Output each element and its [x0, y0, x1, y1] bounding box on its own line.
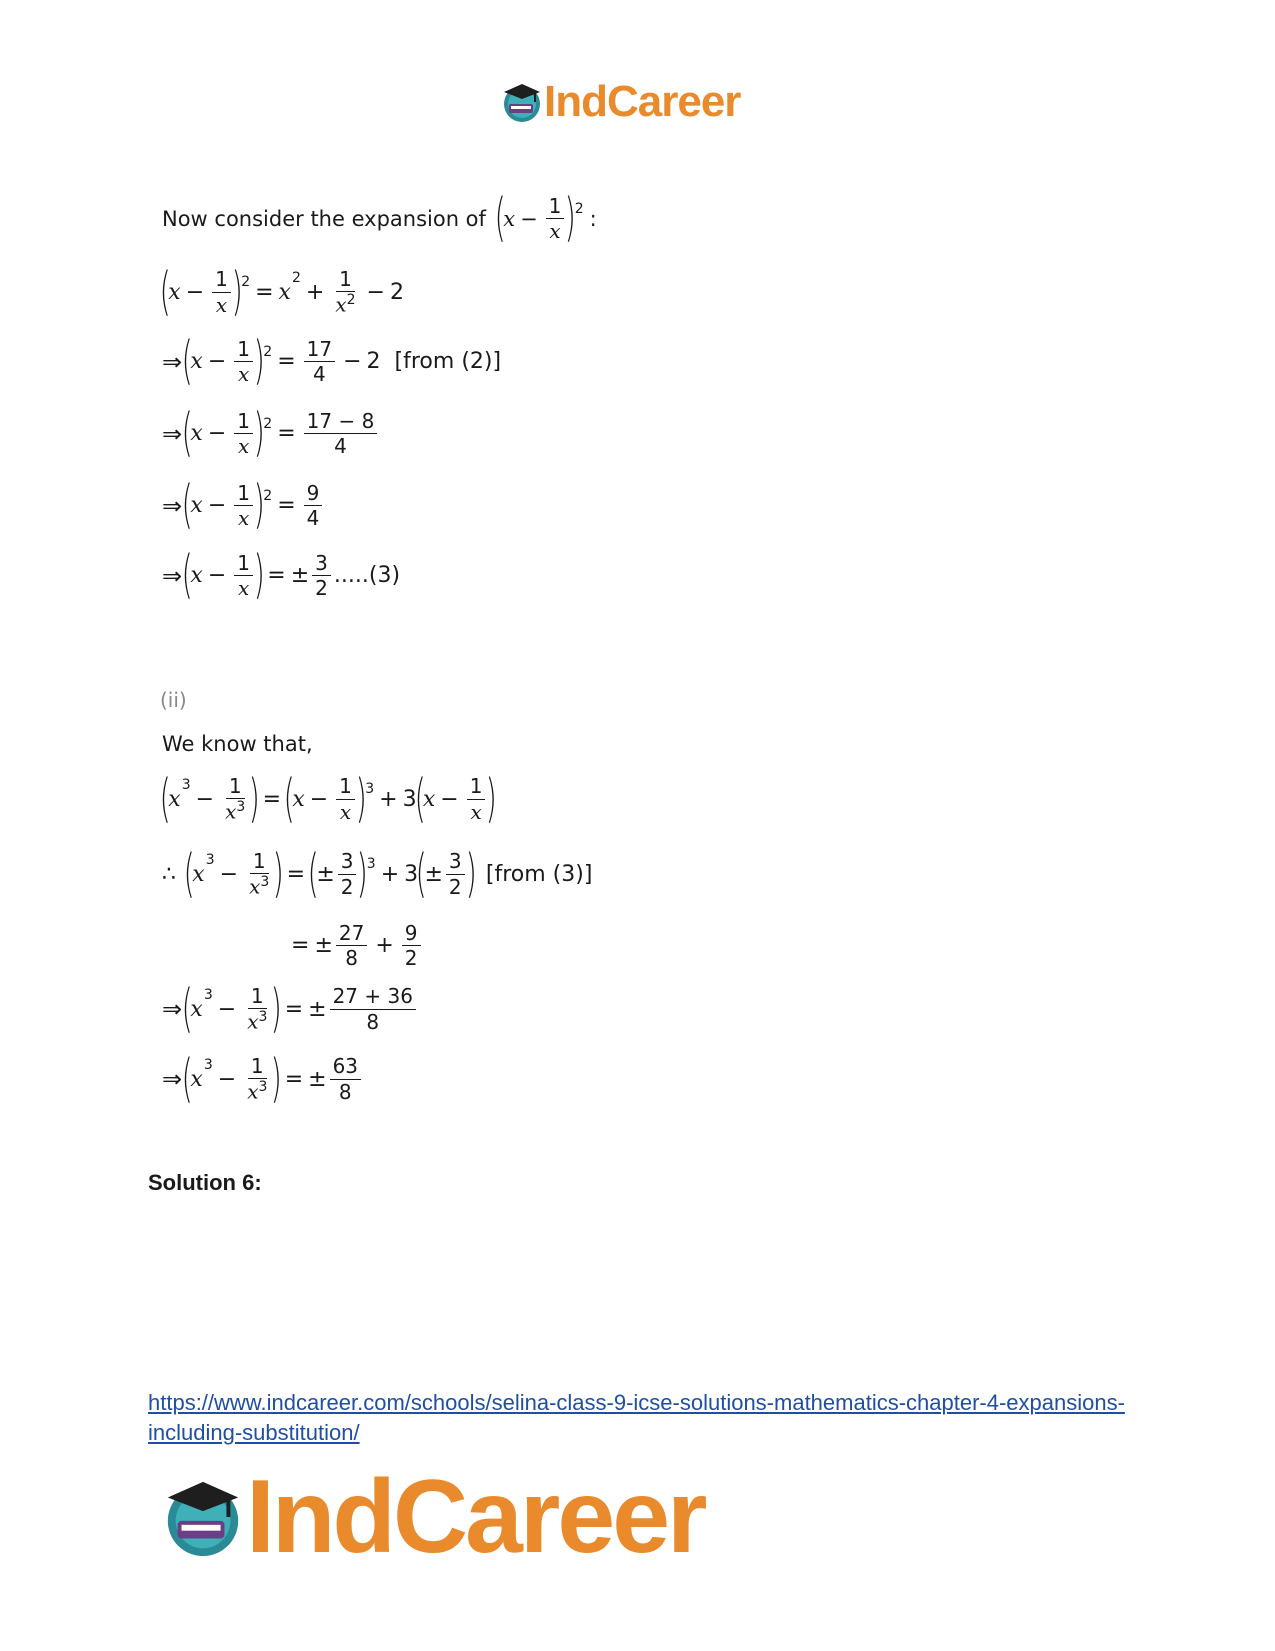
we-know-text: We know that,: [162, 732, 313, 756]
equation-line: ⇒ ( x 3 − $\frac{1}{x^3}$ ) = ± $\frac{63}{8}$: [162, 1055, 364, 1103]
equation-line: ⇒ ( x − $\frac{1}{x}$ ) 2 = $\frac{17}{4}$ − 2 [from (2)]: [162, 331, 502, 392]
equation-line: ( x − $\frac{1}{x}$ ) 2 = x 2 + $\frac{1}{x^2}$ − 2: [159, 261, 404, 322]
part-label: (ii): [160, 688, 187, 712]
reference-text: .....(3): [333, 563, 401, 589]
equation-line: ⇒ ( x 3 − $\frac{1}{x^3}$ ) = ± $\frac{27 + 36}{8}$: [162, 985, 419, 1033]
equation-line: ⇒ ( x − $\frac{1}{x}$ ) 2 = $\frac{9}{4}$: [162, 482, 325, 530]
equation-line: ( x 3 − $\frac{1}{x^3}$ ) = ( x − $\frac{1}{x}$ ) 3 + 3 ( x − $\frac{1}{x}$ ): [159, 768, 498, 829]
reference-text: [from (2)]: [394, 349, 502, 375]
equation-line: ∴ ( x 3 − $\frac{1}{x^3}$ ) = ( ± $\frac{3}{2}$ ) 3 + 3 ( ± $\frac{3}{2}$ ) [from (3)]: [162, 843, 593, 904]
header-logo: [500, 77, 741, 126]
brand-name: IndCareer: [544, 77, 741, 126]
reference-text: [from (3)]: [485, 861, 593, 887]
graduation-globe-icon: [160, 1474, 246, 1560]
intro-text: Now consider the expansion of: [162, 206, 486, 231]
brand-name: IndCareer: [246, 1459, 705, 1575]
solution-heading: Solution 6:: [148, 1170, 262, 1195]
intro-line: Now consider the expansion of ( x − $\frac{1}{x}$ ) 2 :: [162, 188, 597, 249]
equation-line: ⇒ ( x − $\frac{1}{x}$ ) 2 = $\frac{17 - 8}{4}$: [162, 410, 380, 458]
we-know-line: [162, 732, 313, 756]
equation-line: ⇒ ( x − $\frac{1}{x}$ ) = ± $\frac{3}{2}$ .....(3): [162, 545, 401, 606]
source-link[interactable]: https://www.indcareer.com/schools/selina-class-9-icse-solutions-mathematics-chapter-4-expansions-including-substitution/: [148, 1390, 1125, 1445]
footer-logo: [160, 1459, 705, 1575]
equation-line: = ± $\frac{27}{8}$ + $\frac{9}{2}$: [286, 922, 424, 970]
graduation-globe-icon: [500, 80, 544, 124]
